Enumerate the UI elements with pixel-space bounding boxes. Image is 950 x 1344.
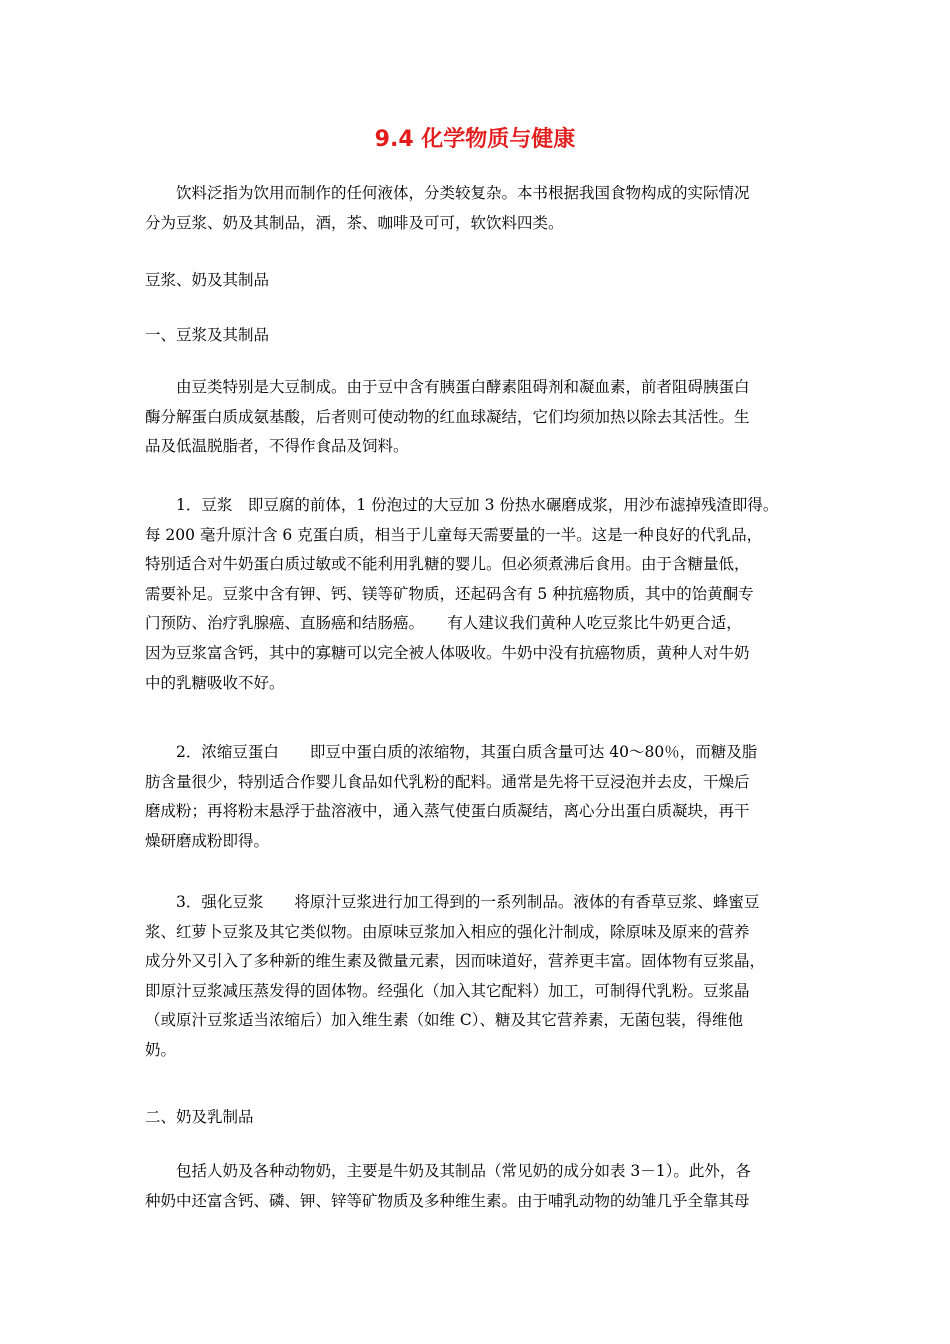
- paragraph-line: 由豆类特别是大豆制成。由于豆中含有胰蛋白酵素阻碍剂和凝血素，前者阻碍胰蛋白: [145, 378, 750, 396]
- paragraph-line: 3．强化豆浆 将原汁豆浆进行加工得到的一系列制品。液体的有香草豆浆、蜂蜜豆: [145, 893, 760, 911]
- paragraph-line: 中的乳糖吸收不好。: [145, 673, 285, 692]
- paragraph-line: 分为豆浆、奶及其制品，酒，茶、咖啡及可可，软饮料四类。: [145, 213, 564, 232]
- item1-paragraph: [145, 491, 815, 698]
- paragraph-line: 肪含量很少，特别适合作婴儿食品如代乳粉的配料。通常是先将干豆浸泡并去皮，干燥后: [145, 772, 750, 791]
- intro-paragraph: [145, 179, 815, 238]
- page-title: 9.4 化学物质与健康: [374, 127, 576, 152]
- paragraph-line: 种奶中还富含钙、磷、钾、锌等矿物质及多种维生素。由于哺乳动物的幼雏几乎全靠其母: [145, 1191, 750, 1210]
- item3-paragraph: [145, 888, 815, 1066]
- part1-heading: 一、豆浆及其制品: [145, 326, 270, 344]
- paragraph-line: 酶分解蛋白质成氨基酸，后者则可使动物的红血球凝结，它们均须加热以除去其活性。生: [145, 407, 750, 426]
- paragraph-line: 即原汁豆浆减压蒸发得的固体物。经强化（加入其它配料）加工，可制得代乳粉。豆浆晶: [145, 981, 750, 1000]
- paragraph-line: 需要补足。豆浆中含有钾、钙、镁等矿物质，还起码含有 5 种抗癌物质，其中的饴黄酮专: [145, 584, 754, 603]
- section-heading: 豆浆、奶及其制品: [145, 271, 270, 289]
- paragraph-line: （或原汁豆浆适当浓缩后）加入维生素（如维 C）、糖及其它营养素，无菌包装，得维他: [145, 1011, 744, 1030]
- paragraph-line: 成分外又引入了多种新的维生素及微量元素，因而味道好，营养更丰富。固体物有豆浆晶，: [145, 952, 766, 971]
- part2-heading: 二、奶及乳制品: [145, 1108, 254, 1126]
- paragraph-line: 特别适合对牛奶蛋白质过敏或不能利用乳糖的婴儿。但必须煮沸后食用。由于含糖量低，: [145, 555, 750, 574]
- part1-intro-paragraph: [145, 373, 815, 462]
- paragraph-line: 品及低温脱脂者，不得作食品及饲料。: [145, 437, 409, 456]
- item2-paragraph: [145, 738, 815, 856]
- paragraph-line: 奶。: [145, 1040, 177, 1059]
- paragraph-line: 饮料泛指为饮用而制作的任何液体，分类较复杂。本书根据我国食物构成的实际情况: [145, 184, 750, 202]
- paragraph-line: 每 200 毫升原汁含 6 克蛋白质，相当于儿童每天需要量的一半。这是一种良好的代乳品，: [145, 525, 763, 544]
- paragraph-line: 1．豆浆 即豆腐的前体，1 份泡过的大豆加 3 份热水碾磨成浆，用沙布滤掉残渣即得。: [145, 496, 779, 514]
- paragraph-line: 2．浓缩豆蛋白 即豆中蛋白质的浓缩物，其蛋白质含量可达 40～80％，而糖及脂: [145, 743, 758, 761]
- paragraph-line: 包括人奶及各种动物奶，主要是牛奶及其制品（常见奶的成分如表 3－1）。此外，各: [145, 1162, 751, 1180]
- paragraph-line: 燥研磨成粉即得。: [145, 831, 270, 850]
- paragraph-line: 浆、红萝卜豆浆及其它类似物。由原味豆浆加入相应的强化汁制成，除原味及原来的营养: [145, 922, 750, 941]
- paragraph-line: 磨成粉；再将粉末悬浮于盐溶液中，通入蒸气使蛋白质凝结，离心分出蛋白质凝块，再干: [145, 802, 750, 821]
- paragraph-line: 门预防、治疗乳腺癌、直肠癌和结肠癌。 有人建议我们黄种人吃豆浆比牛奶更合适，: [145, 614, 742, 633]
- part2-intro-paragraph: [145, 1157, 815, 1216]
- paragraph-line: 因为豆浆富含钙，其中的寡糖可以完全被人体吸收。牛奶中没有抗癌物质，黄种人对牛奶: [145, 643, 750, 662]
